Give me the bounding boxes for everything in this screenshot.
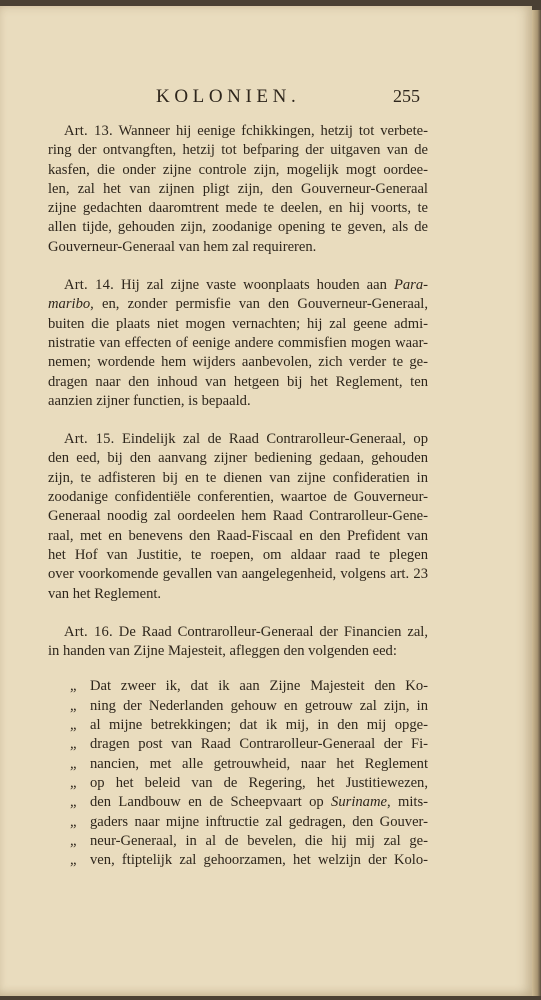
oath-line: [70, 813, 428, 832]
oath-line: [70, 774, 428, 793]
oath-text: ven, ftiptelijk zal gehoorzamen, het welzijn der Kolo-: [90, 852, 428, 869]
book-page: [0, 6, 532, 996]
oath-text: neur-Generaal, in al de bevelen, die hij mij zal ge-: [90, 832, 428, 849]
text-line: maribo, en, zonder permisfie van den Gouverneur-Generaal,: [48, 296, 428, 313]
quote-mark: „: [70, 832, 77, 849]
oath-line: [70, 793, 428, 812]
line: [48, 276, 428, 295]
oath-line: [70, 677, 428, 696]
text-line: van het Reglement.: [48, 585, 162, 602]
quote-mark: „: [70, 794, 77, 811]
text-line: kasfen, die onder zijne controle zijn, mogelijk mogt oordee-: [48, 161, 428, 178]
text-line: Gouverneur-Generaal van hem zal requireren.: [48, 238, 317, 255]
text-line: Eindelijk zal de Raad Contrarolleur-Generaal, op: [122, 431, 429, 448]
quote-mark: „: [70, 678, 77, 695]
page-edge: [532, 10, 541, 996]
text-line: raal, met en benevens den Raad-Fiscaal en den Prefident van: [48, 527, 428, 544]
text-line: zoodanige confidentiële conferentien, waartoe de Gouverneur-: [48, 489, 428, 506]
article-13: [48, 122, 428, 257]
place-name: maribo: [48, 296, 91, 313]
text-line: den eed, bij den aanvang zijner bediening gedaan, gehouden: [48, 450, 428, 467]
article-15: [48, 430, 428, 604]
text-line: len, zal het van zijnen pligt zijn, den Gouverneur-Generaal: [48, 180, 428, 197]
oath-text: nancien, met alle getrouwheid, naar het Reglement: [90, 755, 428, 772]
article-number: Art. 14.: [64, 277, 114, 294]
text-line: Generaal noodig zal oordeelen hem Raad Contrarolleur-Gene-: [48, 508, 428, 525]
place-name: Suriname: [331, 794, 387, 811]
text-line: buiten die plaats niet mogen vernachten; hij zal geene admi-: [48, 315, 428, 332]
text-line: De Raad Contrarolleur-Generaal der Financien zal,: [118, 623, 429, 640]
oath-text: dragen post van Raad Contrarolleur-Generaal der Fi-: [90, 736, 428, 753]
quote-mark: „: [70, 774, 77, 791]
body-text: [48, 122, 428, 870]
text-line: nemen; wordende hem wijders aanbevolen, zich verder te ge-: [48, 354, 428, 371]
oath-text: op het beleid van de Regering, het Justitiewezen,: [90, 774, 428, 791]
text-line: zijne gedachten daaromtrent mede te deelen, en hij voorts, te: [48, 200, 428, 217]
line: [48, 623, 428, 642]
article-number: Art. 15.: [64, 431, 115, 448]
text-line: in handen van Zijne Majesteit, afleggen den volgenden eed:: [48, 643, 397, 660]
oath-line: [70, 851, 428, 870]
oath-line: [70, 832, 428, 851]
text-line: Wanneer hij eenige fchikkingen, hetzij tot verbete-: [118, 123, 429, 139]
oath-line: [70, 735, 428, 754]
oath-text: Dat zweer ik, dat ik aan Zijne Majesteit den Ko-: [90, 678, 428, 695]
text-line: over voorkomende gevallen van aangelegenheid, volgens art. 23: [48, 566, 428, 583]
line: [48, 430, 428, 449]
article-16: [48, 623, 428, 662]
place-name: Para-: [393, 277, 429, 294]
running-title: KOLONIEN.: [156, 86, 301, 107]
text-line: ring der ontvangften, hetzij tot befparing der uitgaven van de: [48, 142, 428, 159]
text-line: nistratie van effecten of eenige andere commisfien mogen waar-: [48, 334, 428, 351]
oath-text: gaders naar mijne inftructie zal gedragen, den Gouver-: [90, 813, 428, 830]
quote-mark: „: [70, 717, 77, 734]
oath-quote: [48, 677, 428, 870]
oath-text: al mijne betrekkingen; dat ik mij, in den mij opge-: [90, 717, 428, 734]
text-line: het Hof van Justitie, te roepen, om aldaar raad te plegen: [48, 546, 428, 563]
quote-mark: „: [70, 813, 77, 830]
text-line: Hij zal zijne vaste woonplaats houden aan Para-: [121, 277, 429, 294]
line: [48, 122, 428, 141]
article-14: [48, 276, 428, 411]
quote-mark: „: [70, 852, 77, 869]
quote-mark: „: [70, 736, 77, 753]
article-number: Art. 16.: [64, 623, 113, 640]
text-line: aanzien zijner functien, is bepaald.: [48, 392, 251, 409]
oath-line: [70, 755, 428, 774]
page-number: 255: [393, 86, 420, 106]
text-line: dragen naar den inhoud van hetgeen bij het Reglement, ten: [48, 373, 428, 390]
article-number: Art. 13.: [64, 123, 113, 139]
text-line: allen tijde, gehouden zijn, zoodanige opening te geven, als de: [48, 219, 428, 236]
oath-text: den Landbouw en de Scheepvaart op Suriname, mits-: [90, 794, 428, 811]
page-header: [48, 86, 428, 108]
quote-mark: „: [70, 697, 77, 714]
oath-line: [70, 697, 428, 716]
oath-text: ning der Nederlanden gehouw en getrouw zal zijn, in: [90, 697, 428, 714]
oath-line: [70, 716, 428, 735]
text-line: zijn, te adfisteren bij en te dienen van zijne confideratien in: [48, 469, 428, 486]
quote-mark: „: [70, 755, 77, 772]
